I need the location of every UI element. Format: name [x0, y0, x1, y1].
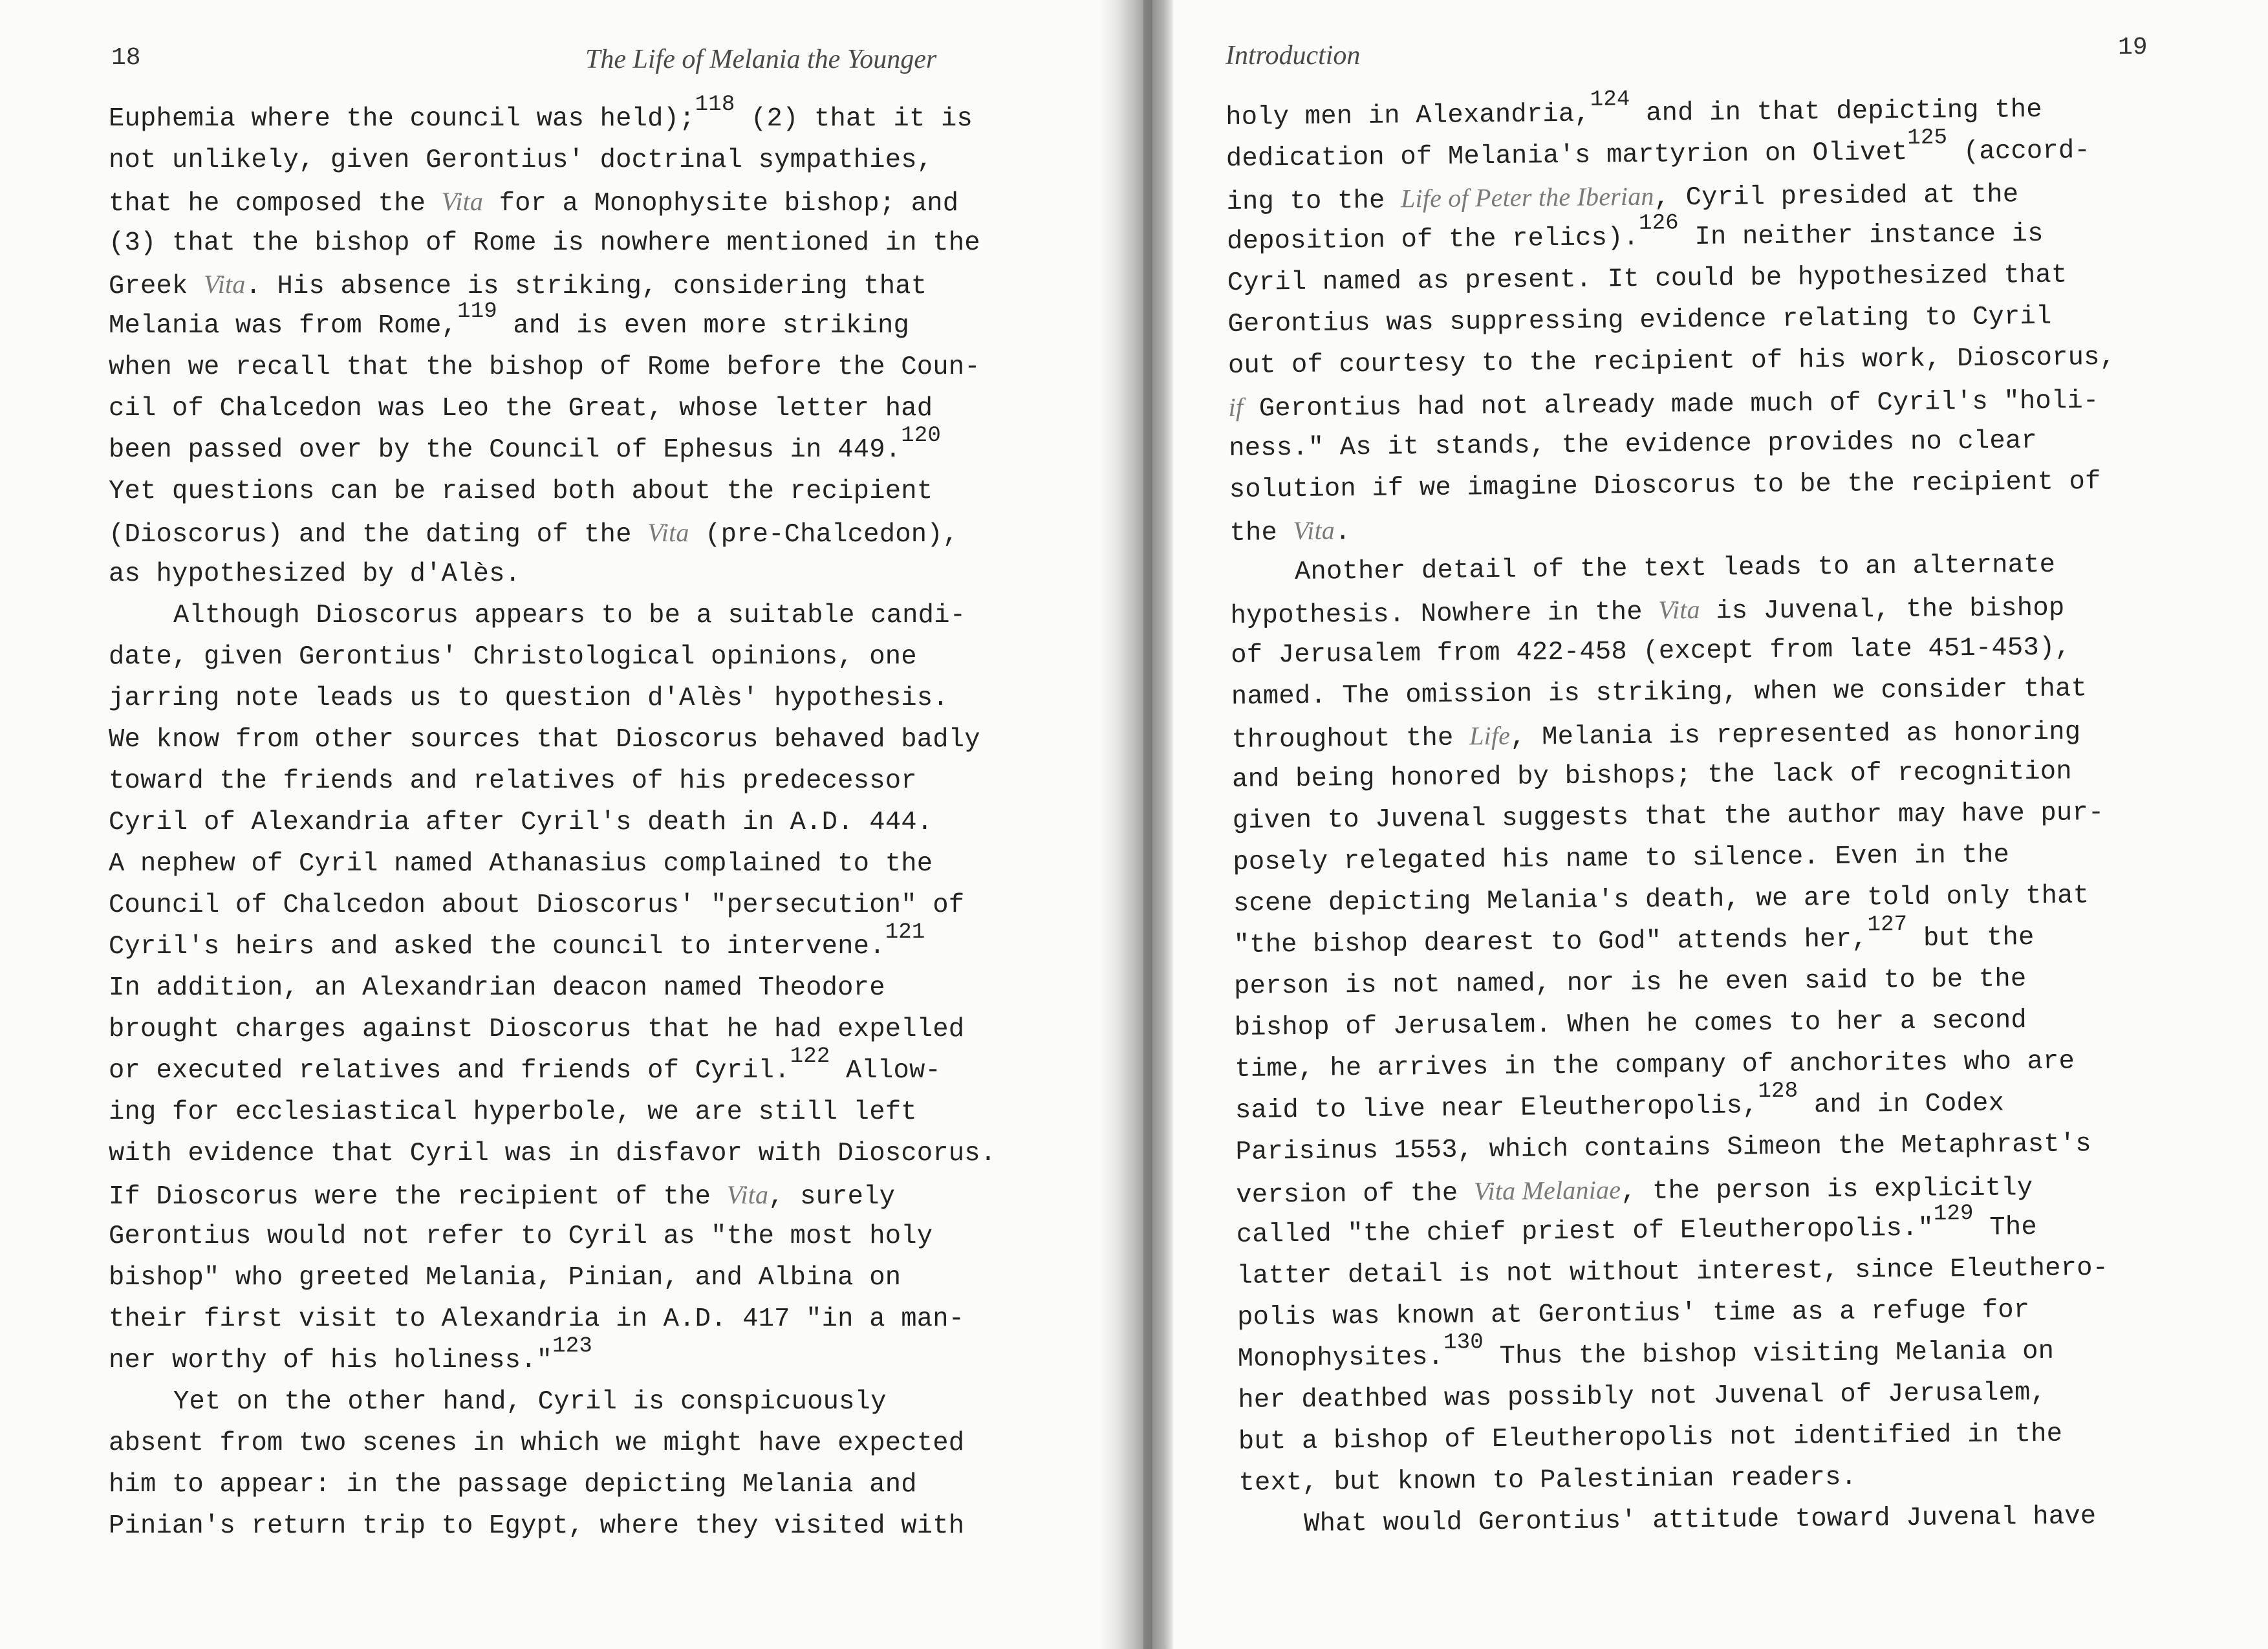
- text-run: posely relegated his name to silence. Even in the: [1233, 840, 2010, 878]
- text-run: , Cyril presided at the: [1654, 180, 2019, 213]
- italic-title: Vita: [1658, 594, 1700, 625]
- text-line: [109, 299, 996, 347]
- text-run: holy men in Alexandria,: [1226, 99, 1591, 133]
- text-run: (accord-: [1947, 136, 2091, 167]
- footnote-ref: 125: [1907, 125, 1948, 151]
- page-number: 19: [2118, 34, 2148, 61]
- text-line: [109, 1216, 996, 1257]
- text-run: (Dioscorus) and the dating of the: [109, 520, 648, 550]
- text-run: toward the friends and relatives of his predecessor: [109, 766, 917, 796]
- text-run: (2) that it is: [735, 104, 973, 134]
- text-line: [109, 802, 996, 843]
- footnote-ref: 129: [1933, 1201, 1974, 1227]
- text-run: Yet on the other hand, Cyril is conspicuously: [173, 1387, 887, 1417]
- text-run: Pinian's return trip to Egypt, where they visited with: [109, 1511, 965, 1541]
- text-line: [109, 264, 996, 305]
- text-line: [109, 636, 996, 678]
- text-run: Greek: [109, 272, 204, 301]
- text-line: [1229, 461, 2117, 511]
- italic-title: Vita: [441, 187, 484, 216]
- text-run: ing to the: [1226, 186, 1401, 217]
- text-line: [109, 920, 996, 967]
- text-run: A nephew of Cyril named Athanasius complained to the: [109, 849, 933, 879]
- text-run: called "the chief priest of Eleutheropolis.": [1236, 1213, 1934, 1250]
- text-run: not unlikely, given Gerontius' doctrinal sympathies,: [109, 146, 933, 175]
- text-run: Gerontius had not already made much of Cyril's "holi-: [1243, 386, 2099, 424]
- text-run: What would Gerontius' attitude toward Juvenal have: [1303, 1502, 2097, 1539]
- text-line: [109, 1133, 996, 1174]
- text-line: [109, 595, 996, 636]
- italic-title: if: [1228, 392, 1244, 422]
- text-line: [109, 1334, 996, 1381]
- text-run: is Juvenal, the bishop: [1700, 593, 2065, 627]
- footnote-ref: 126: [1638, 211, 1679, 236]
- text-line: [109, 1423, 996, 1464]
- text-line: [109, 760, 996, 802]
- text-line: [109, 92, 996, 140]
- text-run: or executed relatives and friends of Cyril.: [109, 1056, 790, 1086]
- italic-title: Life: [1469, 720, 1511, 751]
- text-run: (3) that the bishop of Rome is nowhere mentioned in the: [109, 228, 980, 258]
- body-text: [1226, 89, 2127, 1546]
- footnote-ref: 120: [901, 424, 942, 448]
- text-line: [109, 1092, 996, 1133]
- text-run: for a Monophysite bishop; and: [483, 189, 959, 219]
- text-run: solution if we imagine Dioscorus to be the recipient of: [1229, 467, 2101, 505]
- text-line: [109, 1257, 996, 1299]
- text-run: that he composed the: [109, 189, 442, 219]
- text-run: but a bishop of Eleutheropolis not identified in the: [1238, 1419, 2063, 1457]
- text-line: [109, 1009, 996, 1050]
- footnote-ref: 122: [790, 1044, 830, 1069]
- body-text: [109, 92, 997, 1547]
- text-run: In addition, an Alexandrian deacon named Theodore: [109, 973, 885, 1003]
- text-run: but the: [1907, 923, 2035, 954]
- text-run: and being honored by bishops; the lack of recognition: [1231, 757, 2073, 795]
- text-run: absent from two scenes in which we might have expected: [109, 1428, 965, 1458]
- footnote-ref: 130: [1443, 1330, 1484, 1355]
- book-gutter: [1099, 0, 1174, 1649]
- text-run: as hypothesized by d'Alès.: [109, 559, 521, 589]
- text-run: him to appear: in the passage depicting Melania and: [109, 1470, 917, 1500]
- text-run: brought charges against Dioscorus that he had expelled: [109, 1015, 965, 1044]
- text-run: and in Codex: [1798, 1088, 2005, 1121]
- text-run: If Dioscorus were the recipient of the: [109, 1182, 727, 1212]
- text-run: Council of Chalcedon about Dioscorus' "persecution" of: [109, 890, 965, 920]
- text-run: Although Dioscorus appears to be a suitable candi-: [173, 601, 966, 630]
- text-run: Yet questions can be raised both about the recipient: [109, 477, 933, 506]
- text-line: [109, 1505, 996, 1547]
- text-run: We know from other sources that Dioscorus behaved badly: [109, 725, 980, 755]
- text-run: , surely: [768, 1182, 896, 1212]
- text-run: Allow-: [830, 1056, 942, 1086]
- text-line: [109, 843, 996, 885]
- text-run: person is not named, nor is he even said to be the: [1233, 964, 2027, 1002]
- text-run: "the bishop dearest to God" attends her,: [1233, 924, 1868, 960]
- text-run: ness." As it stands, the evidence provides no clear: [1229, 426, 2038, 464]
- text-line: [109, 181, 996, 222]
- italic-title: Vita: [1293, 515, 1335, 546]
- text-run: and in that depicting the: [1630, 94, 2042, 129]
- text-run: and is even more striking: [497, 311, 910, 341]
- footnote-ref: 119: [457, 299, 497, 324]
- text-run: Monophysites.: [1237, 1342, 1444, 1374]
- text-run: bishop of Jerusalem. When he comes to her a second: [1234, 1006, 2027, 1043]
- footnote-ref: 118: [695, 92, 735, 117]
- text-run: version of the: [1236, 1178, 1474, 1211]
- text-run: said to live near Eleutheropolis,: [1235, 1091, 1758, 1126]
- right-page: [1174, 0, 2268, 1649]
- text-line: [109, 1381, 996, 1423]
- text-line: [109, 719, 996, 760]
- text-run: their first visit to Alexandria in A.D. 417 "in a man-: [109, 1304, 965, 1334]
- text-run: polis was known at Gerontius' time as a refuge for: [1237, 1295, 2030, 1333]
- text-line: [109, 424, 996, 471]
- text-run: of Jerusalem from 422-458 (except from late 451-453),: [1231, 632, 2071, 671]
- text-run: given to Juvenal suggests that the author may have pur-: [1232, 798, 2104, 836]
- text-line: [109, 1174, 996, 1216]
- text-line: [109, 1464, 996, 1505]
- text-run: , Melania is represented as honoring: [1509, 717, 2081, 753]
- footnote-ref: 124: [1590, 87, 1630, 113]
- text-run: when we recall that the bishop of Rome before the Coun-: [109, 352, 980, 382]
- text-line: [109, 967, 996, 1009]
- text-run: . His absence is striking, considering that: [245, 272, 927, 301]
- gutter-shadow: [1143, 0, 1152, 1649]
- footnote-ref: 128: [1758, 1079, 1798, 1105]
- italic-title: Life of Peter the Iberian: [1400, 181, 1654, 213]
- text-line: [109, 1044, 996, 1092]
- text-line: [109, 222, 996, 264]
- footnote-ref: 123: [552, 1334, 592, 1359]
- text-run: throughout the: [1231, 723, 1470, 755]
- text-line: [1238, 1413, 2126, 1463]
- text-run: time, he arrives in the company of anchorites who are: [1235, 1046, 2075, 1084]
- text-line: [109, 678, 996, 719]
- text-run: with evidence that Cyril was in disfavor with Dioscorus.: [109, 1139, 997, 1169]
- running-head: Introduction: [1226, 41, 1361, 70]
- text-run: bishop" who greeted Melania, Pinian, and Albina on: [109, 1263, 902, 1293]
- text-line: [109, 388, 996, 429]
- text-line: [109, 347, 996, 388]
- text-run: the: [1229, 518, 1293, 548]
- italic-title: Vita: [647, 518, 689, 547]
- text-run: .: [1334, 517, 1351, 548]
- text-run: out of courtesy to the recipient of his work, Dioscorus,: [1227, 342, 2116, 381]
- text-run: latter detail is not without interest, since Eleuthero-: [1237, 1253, 2109, 1291]
- italic-title: Vita Melaniae: [1473, 1175, 1621, 1206]
- text-run: Cyril's heirs and asked the council to intervene.: [109, 932, 885, 962]
- text-run: Melania was from Rome,: [109, 311, 458, 341]
- text-run: ing for ecclesiastical hyperbole, we are still left: [109, 1097, 917, 1127]
- text-run: deposition of the relics).: [1226, 222, 1639, 257]
- text-run: Gerontius was suppressing evidence relating to Cyril: [1227, 301, 2052, 339]
- page-number: 18: [111, 44, 141, 72]
- text-run: date, given Gerontius' Christological opinions, one: [109, 642, 917, 672]
- text-run: , the person is explicitly: [1620, 1173, 2033, 1207]
- text-run: text, but known to Palestinian readers.: [1238, 1462, 1857, 1498]
- text-run: Parisinus 1553, which contains Simeon the Metaphrast's: [1235, 1129, 2092, 1167]
- text-run: Cyril of Alexandria after Cyril's death in A.D. 444.: [109, 808, 933, 837]
- text-line: [109, 471, 996, 512]
- text-run: Gerontius would not refer to Cyril as "the most holy: [109, 1222, 933, 1251]
- text-run: cil of Chalcedon was Leo the Great, whose letter had: [109, 394, 933, 424]
- text-line: [109, 554, 996, 595]
- text-run: hypothesis. Nowhere in the: [1230, 597, 1659, 631]
- text-line: [1239, 1496, 2127, 1546]
- text-line: [109, 885, 996, 926]
- text-run: In neither instance is: [1678, 219, 2044, 253]
- text-run: been passed over by the Council of Ephesus in 449.: [109, 435, 902, 465]
- text-run: Thus the bishop visiting Melania on: [1483, 1336, 2055, 1372]
- italic-title: Vita: [204, 270, 246, 299]
- text-run: Another detail of the text leads to an alternate: [1294, 550, 2056, 588]
- text-line: [109, 512, 996, 554]
- text-run: (pre-Chalcedon),: [689, 520, 959, 550]
- text-run: her deathbed was possibly not Juvenal of Jerusalem,: [1238, 1377, 2047, 1416]
- text-run: The: [1973, 1212, 2038, 1243]
- left-page: [0, 0, 1099, 1649]
- text-line: [109, 140, 996, 181]
- text-run: scene depicting Melania's death, we are told only that: [1233, 881, 2090, 919]
- footnote-ref: 121: [885, 920, 925, 945]
- text-run: Cyril named as present. It could be hypothesized that: [1227, 260, 2068, 298]
- running-head: The Life of Melania the Younger: [585, 45, 937, 74]
- text-run: ner worthy of his holiness.": [109, 1346, 553, 1375]
- italic-title: Vita: [726, 1180, 769, 1209]
- text-run: dedication of Melania's martyrion on Olivet: [1226, 137, 1908, 174]
- text-run: jarring note leads us to question d'Alès' hypothesis.: [109, 684, 949, 713]
- footnote-ref: 127: [1867, 912, 1908, 938]
- text-run: named. The omission is striking, when we consider that: [1231, 674, 2088, 712]
- text-run: Euphemia where the council was held);: [109, 104, 695, 134]
